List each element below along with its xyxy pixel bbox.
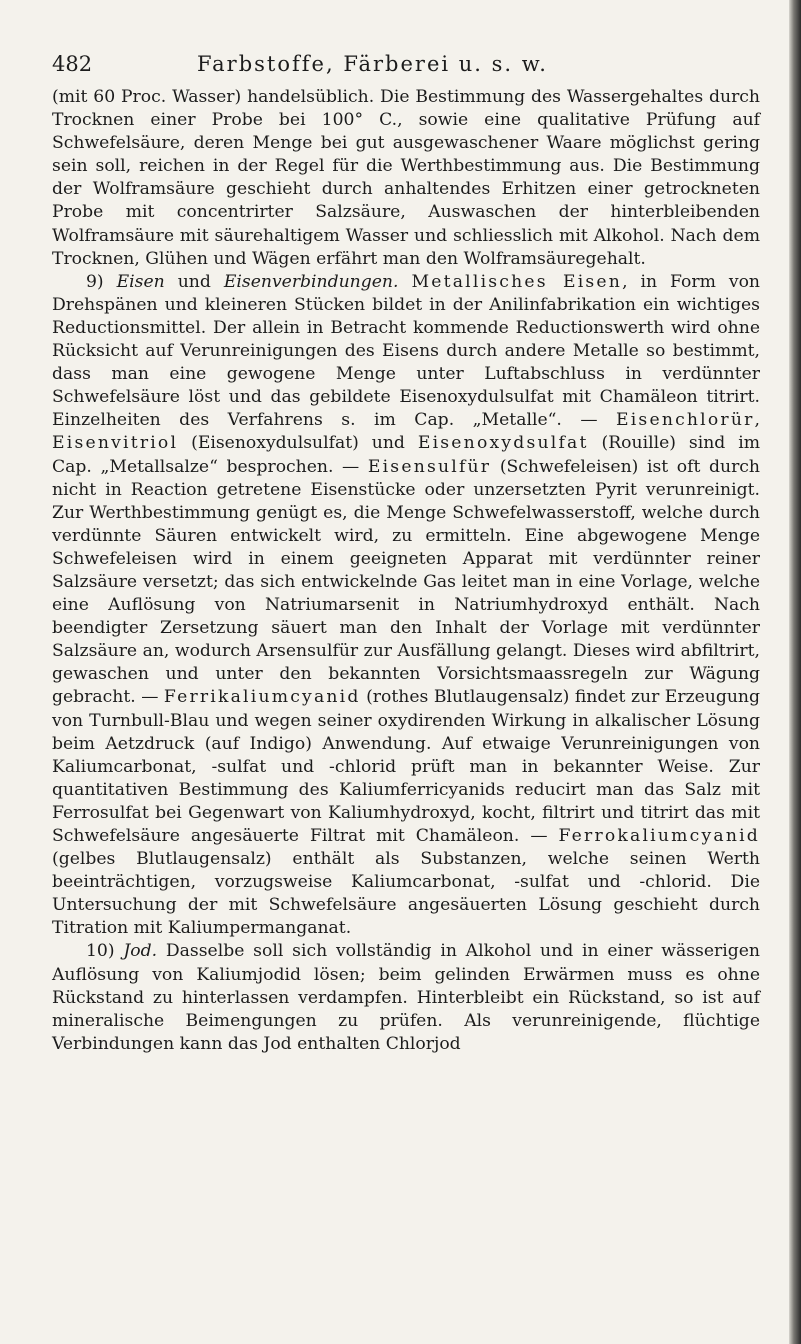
text-run: (Eisenoxydulsulfat) und: [178, 433, 418, 454]
text-run: , in Form von Drehspänen und kleineren Stücken bildet in der Anilinfabrikation ein wichtiges Reductionsmittel. Der allein in Betracht kommende Reductionswerth wird ohne Rücksicht auf Verunreinigungen des Eisens durch andere Metalle so bestimmt, dass man eine gewogene Menge unter Luftabschluss in verdünnter Schwefelsäure löst und das gebildete Eisenoxydulsulfat mit Chamäleon titrirt. Einzelheiten des Verfahrens s. im Cap. „Metalle“. —: [52, 271, 760, 431]
text-run: (gelbes Blutlaugensalz) enthält als Substanzen, welche seinen Werth beeinträchtigen, vorzugsweise Kaliumcarbonat, -sulfat und -chlorid. Die Untersuchung der mit Schwefelsäure angesäuerten Lösung geschieht durch Titration mit Kaliumpermanganat.: [52, 849, 760, 939]
text-run: (Schwefeleisen) ist oft durch nicht in Reaction getretene Eisenstücke oder unzersetzten Pyrit verunreinigt. Zur Werthbestimmung genügt es, die Menge Schwefelwasserstoff, welche durch verdünnte Säuren entwickelt wird, zu ermitteln. Eine abgewogene Menge Schwefeleisen wird in einem geeigneten Apparat mit verdünnter reiner Salzsäure versetzt; das sich entwickelnde Gas leitet man in eine Vorlage, welche eine Auflösung von Natriumarsenit in Natriumhydroxyd enthält. Nach beendigter Zersetzung säuert man den Inhalt der Vorlage mit verdünnter Salzsäure an, wodurch Arsensulfür zur Ausfällung gelangt. Dieses wird abfiltrirt, gewaschen und unter den bekannten Vorsichtsmaassregeln zur Wägung gebracht. —: [52, 456, 760, 708]
text-run: (Rouille) sind im Cap. „Metallsalze“ besprochen. —: [52, 433, 760, 477]
text-run: ,: [754, 410, 760, 431]
spaced-term: Metallisches Eisen: [411, 271, 623, 292]
spaced-term: Ferrikaliumcyanid: [163, 687, 361, 708]
spaced-term: Ferrokaliumcyanid: [558, 826, 760, 846]
spaced-term: Eisenchlorür: [615, 410, 755, 431]
paragraph-wolframsaeure: [52, 86, 760, 271]
running-title: Farbstoffe, Färberei u. s. w.: [197, 52, 548, 76]
text-run: [398, 272, 411, 292]
text-run: 10): [86, 941, 124, 962]
paragraph-eisen: [52, 271, 760, 941]
italic-heading: Jod.: [123, 941, 158, 962]
spaced-term: Eisenvitriol: [52, 433, 179, 454]
spaced-term: Eisenoxydsulfat: [417, 433, 589, 454]
body-text: [52, 86, 760, 1056]
page-number: 482: [52, 52, 93, 76]
text-run: (mit 60 Proc. Wasser) handelsüblich. Die Bestimmung des Wassergehaltes durch Trocknen einer Probe bei 100° C., sowie eine qualitative Prüfung auf Schwefelsäure, deren Menge bei gut ausgewaschener Waare möglichst gering sein soll, reichen in der Regel für die Werthbestimmung aus. Die Bestimmung der Wolframsäure geschieht durch anhaltendes Erhitzen einer getrockneten Probe mit concentrirter Salzsäure, Auswaschen der hinterbleibenden Wolframsäure mit säurehaltigem Wasser und schliesslich mit Alkohol. Nach dem Trocknen, Glühen und Wägen erfährt man den Wolframsäuregehalt.: [52, 87, 760, 269]
text-run: 9): [86, 271, 117, 292]
italic-heading: Eisen: [116, 271, 165, 292]
text-run: (rothes Blutlaugensalz) findet zur Erzeugung von Turnbull-Blau und wegen seiner oxydirenden Wirkung in alkalischer Lösung beim Aetzdruck (auf Indigo) Anwendung. Auf etwaige Verunreinigungen von Kaliumcarbonat, -sulfat und -chlorid prüft man in bekannter Weise. Zur quantitativen Bestimmung des Kaliumferricyanids reducirt man das Salz mit Ferrosulfat bei Gegenwart von Kaliumhydroxyd, kocht, filtrirt und titrirt das mit Schwefelsäure angesäuerte Filtrat mit Chamäleon. —: [52, 687, 760, 846]
paragraph-jod: [52, 940, 760, 1055]
page-binding-edge: [789, 0, 801, 1344]
spaced-term: Eisensulfür: [367, 456, 492, 477]
italic-heading: Eisenverbindungen.: [223, 271, 399, 292]
text-run: Dasselbe soll sich vollständig in Alkohol und in einer wässerigen Auflösung von Kaliumjodid lösen; beim gelinden Erwärmen muss es ohne Rückstand zu hinterlassen verdampfen. Hinterbleibt ein Rückstand, so ist auf mineralische Beimengungen zu prüfen. Als verunreinigende, flüchtige Verbindungen kann das Jod enthalten Chlorjod: [52, 941, 760, 1054]
running-head: [52, 44, 752, 84]
text-run: und: [164, 271, 224, 292]
